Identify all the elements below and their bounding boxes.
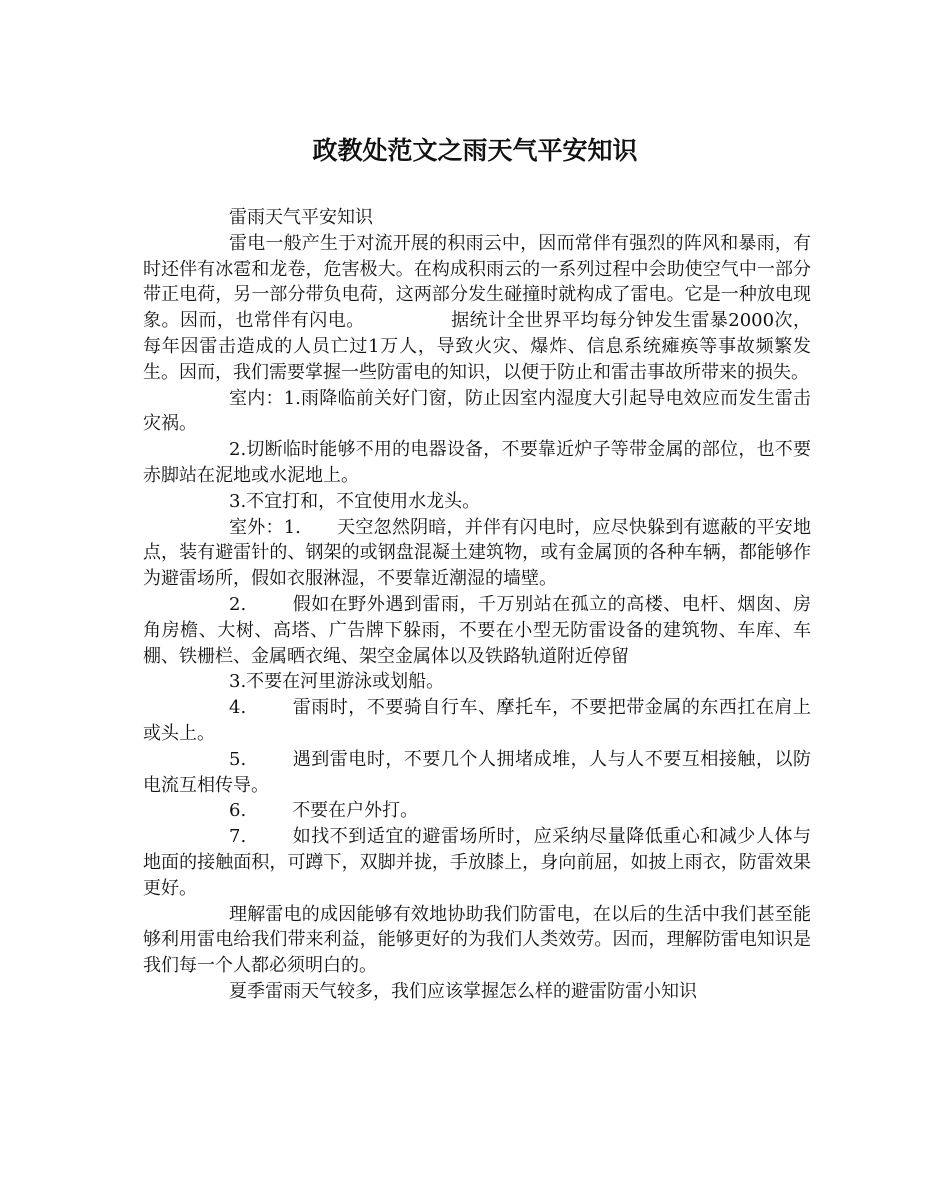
outdoor-item-3: 3.不要在河里游泳或划船。 [229,671,445,693]
outdoor-item-2 [143,592,811,669]
outdoor-item-2-label: 2. [229,593,247,615]
outdoor-item-2-text: 假如在野外遇到雷雨，千万别站在孤立的高楼、电杆、烟囱、房角房檐、大树、高塔、广告牌下躲雨，不要在小型无防雷设备的建筑物、车库、车棚、铁栅栏、金属晒衣绳、架空金属体以及铁路轨道附近停留 [143,593,811,667]
outdoor-item-1-label: 室外：1. [229,516,301,538]
document-title: 政教处范文之雨天气平安知识 [312,136,638,165]
outdoor-item-5 [143,747,811,799]
outdoor-item-1-text: 天空忽然阴暗，并伴有闪电时，应尽快躲到有遮蔽的平安地点，装有避雷针的、钢架的或钢盘混凝土建筑物，或有金属顶的各种车辆，都能够作为避雷场所，假如衣服淋湿，不要靠近潮湿的墙壁。 [143,516,811,590]
outdoor-item-5-text: 遇到雷电时，不要几个人拥堵成堆，人与人不要互相接触，以防电流互相传导。 [143,748,811,796]
outdoor-item-4 [143,695,811,747]
document-body [143,205,811,1005]
intro-part-b: 据统计全世界平均每分钟发生雷暴2000次，每年因雷击造成的人员亡过1万人，导致火灾、爆炸、信息系统瘫痪等事故频繁发生。因而，我们需要掌握一些防雷电的知识，以便于防止和雷击事故所带来的损失。 [143,310,812,383]
outdoor-item-6-text: 不要在户外打。 [292,800,419,822]
paragraph-intro [143,231,811,386]
section-heading: 雷雨天气平安知识 [229,207,373,228]
paragraph-conclusion: 理解雷电的成因能够有效地协助我们防雷电，在以后的生活中我们甚至能够利用雷电给我们带来利益，能够更好的为我们人类效劳。因而，理解防雷电知识是我们每一个人都必须明白的。 [143,903,811,977]
indoor-item-2: 2.切断临时能够不用的电器设备，不要靠近炉子等带金属的部位，也不要赤脚站在泥地或水泥地上。 [143,439,811,486]
intro-part-a: 雷电一般产生于对流开展的积雨云中，因而常伴有强烈的阵风和暴雨，有时还伴有冰雹和龙卷，危害极大。在构成积雨云的一系列过程中会助使空气中一部分带正电荷，另一部分带负电荷，这两部分发生碰撞时就构成了雷电。它是一种放电现象。因而，也常伴有闪电。 [143,232,811,332]
indoor-item-1: 室内：1.雨降临前关好门窗，防止因室内湿度大引起导电效应而发生雷击灾祸。 [143,387,811,435]
paragraph-summer: 夏季雷雨天气较多，我们应该掌握怎么样的避雷防雷小知识 [229,980,697,1002]
outdoor-item-1 [143,515,811,592]
outdoor-item-6 [143,798,811,824]
indoor-item-3: 3.不宜打和，不宜使用水龙头。 [229,490,481,512]
outdoor-item-7 [143,824,811,901]
outdoor-item-4-label: 4. [229,697,247,719]
outdoor-item-7-label: 7. [229,826,247,848]
outdoor-item-7-text: 如找不到适宜的避雷场所时，应采纳尽量降低重心和减少人体与地面的接触面积，可蹲下，双脚并拢，手放膝上，身向前屈，如披上雨衣，防雷效果更好。 [143,826,811,899]
outdoor-item-5-label: 5. [229,748,247,770]
outdoor-item-4-text: 雷雨时，不要骑自行车、摩托车，不要把带金属的东西扛在肩上或头上。 [143,697,811,744]
outdoor-item-6-label: 6. [229,800,247,822]
